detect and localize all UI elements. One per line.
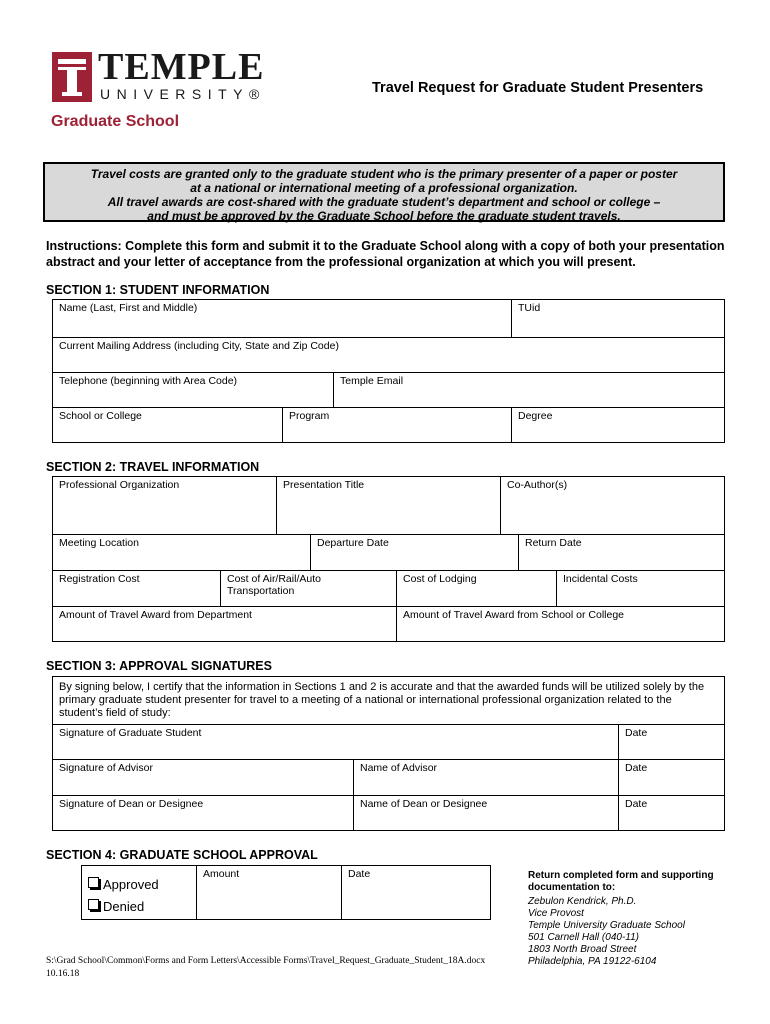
lodging-field[interactable] [397, 571, 557, 607]
degree-label: Degree [518, 410, 553, 422]
presentation-title-field[interactable] [277, 477, 501, 535]
checkbox-icon[interactable] [88, 899, 99, 910]
dean-signature-label: Signature of Dean or Designee [59, 798, 204, 810]
student-signature-label: Signature of Graduate Student [59, 727, 202, 739]
location-label: Meeting Location [59, 537, 139, 549]
approved-label: Approved [103, 877, 159, 892]
transport-label: Cost of Air/Rail/Auto Transportation [227, 573, 321, 597]
section1-table [52, 299, 725, 443]
section1-title: SECTION 1: STUDENT INFORMATION [46, 283, 270, 297]
lodging-label: Cost of Lodging [403, 573, 477, 585]
incidental-field[interactable] [557, 571, 724, 607]
gs-date-label: Date [348, 868, 371, 880]
return-date-field[interactable] [519, 535, 724, 571]
return-line: 501 Carnell Hall (040-11) [528, 932, 639, 943]
advisor-name-label: Name of Advisor [360, 762, 438, 774]
notice-line: Travel costs are granted only to the graduate student who is the primary presenter of a paper or poster [90, 167, 678, 181]
return-label: Return Date [525, 537, 582, 549]
certify-text: By signing below, I certify that the information in Sections 1 and 2 is accurate and that the awarded funds will be utilized solely by the primary graduate student presenter for travel to a meeting of a national or international professional organization related to the student’s field of study: [59, 681, 705, 719]
dean-name-field[interactable] [354, 796, 619, 830]
advisor-date-field[interactable] [619, 760, 724, 796]
section2-table [52, 476, 725, 642]
org-label: Professional Organization [59, 479, 180, 491]
gs-date-field[interactable] [342, 866, 490, 919]
degree-field[interactable] [512, 408, 724, 442]
registration-label: Registration Cost [59, 573, 140, 585]
footer-path: S:\Grad School\Common\Forms and Form Letters\Accessible Forms\Travel_Request_Graduate_Student_18A.docx [46, 956, 486, 966]
footer-date: 10.16.18 [46, 969, 80, 979]
advisor-signature-label: Signature of Advisor [59, 762, 153, 774]
award-dept-field[interactable] [53, 607, 397, 641]
advisor-name-field[interactable] [354, 760, 619, 796]
address-label: Current Mailing Address (including City, State and Zip Code) [59, 340, 339, 352]
org-field[interactable] [53, 477, 277, 535]
denied-option[interactable] [88, 896, 190, 918]
return-info [528, 870, 758, 968]
coauthors-field[interactable] [501, 477, 724, 535]
approved-option[interactable] [88, 874, 190, 896]
amount-label: Amount [203, 868, 240, 880]
decision-cell [82, 866, 197, 919]
name-field[interactable] [53, 300, 512, 338]
footer [46, 955, 521, 981]
denied-label: Denied [103, 899, 145, 914]
section3-title: SECTION 3: APPROVAL SIGNATURES [46, 659, 272, 673]
school-field[interactable] [53, 408, 283, 442]
notice-line: All travel awards are cost-shared with the graduate student’s department and school or college – [107, 195, 661, 209]
incidental-label: Incidental Costs [563, 573, 638, 585]
return-line: Philadelphia, PA 19122-6104 [528, 956, 657, 967]
tuid-field[interactable] [512, 300, 724, 338]
student-date-field[interactable] [619, 724, 724, 760]
dean-date-label: Date [625, 798, 648, 810]
departure-date-field[interactable] [311, 535, 519, 571]
section3-table [52, 676, 725, 831]
address-field[interactable] [53, 338, 724, 373]
program-field[interactable] [283, 408, 512, 442]
award-dept-label: Amount of Travel Award from Department [59, 609, 252, 621]
location-field[interactable] [53, 535, 311, 571]
advisor-signature-field[interactable] [53, 760, 354, 796]
notice-line: and must be approved by the Graduate School before the graduate student travels. [147, 209, 621, 223]
dean-signature-field[interactable] [53, 796, 354, 830]
logo-university: UNIVERSITY® [100, 86, 266, 102]
award-school-label: Amount of Travel Award from School or College [403, 609, 624, 621]
program-label: Program [289, 410, 330, 422]
temple-t-icon [52, 52, 92, 102]
dean-name-label: Name of Dean or Designee [360, 798, 488, 810]
return-heading: documentation to: [528, 882, 616, 893]
return-line: Zebulon Kendrick, Ph.D. [528, 896, 637, 907]
checkbox-icon[interactable] [88, 877, 99, 888]
coauthors-label: Co-Author(s) [507, 479, 568, 491]
award-school-field[interactable] [397, 607, 724, 641]
temple-logo-mark [52, 52, 92, 102]
return-line: Temple University Graduate School [528, 920, 685, 931]
section2-title: SECTION 2: TRAVEL INFORMATION [46, 460, 260, 474]
name-label: Name (Last, First and Middle) [59, 302, 198, 314]
form-title: Travel Request for Graduate Student Presenters [372, 80, 704, 96]
notice-box [43, 162, 725, 222]
transport-field[interactable] [221, 571, 397, 607]
tuid-label: TUid [518, 302, 541, 314]
telephone-field[interactable] [53, 373, 334, 408]
graduate-school-label: Graduate School [51, 113, 180, 130]
student-signature-field[interactable] [53, 724, 619, 760]
section4-table [81, 865, 491, 920]
section4-title: SECTION 4: GRADUATE SCHOOL APPROVAL [46, 848, 318, 862]
dean-date-field[interactable] [619, 796, 724, 830]
telephone-label: Telephone (beginning with Area Code) [59, 375, 238, 387]
return-line: 1803 North Broad Street [528, 944, 637, 955]
instructions: Instructions: Complete this form and submit it to the Graduate School along with a copy of both your presentation abstract and your letter of acceptance from the professional organization at which you will present. [46, 239, 725, 269]
notice-line: at a national or international meeting of a professional organization. [190, 181, 578, 195]
return-line: Vice Provost [528, 908, 584, 919]
school-label: School or College [59, 410, 142, 422]
email-field[interactable] [334, 373, 724, 408]
advisor-date-label: Date [625, 762, 648, 774]
email-label: Temple Email [340, 375, 404, 387]
registration-field[interactable] [53, 571, 221, 607]
student-date-label: Date [625, 727, 648, 739]
amount-field[interactable] [197, 866, 342, 919]
presentation-title-label: Presentation Title [283, 479, 365, 491]
return-heading: Return completed form and supporting [528, 870, 714, 881]
departure-label: Departure Date [317, 537, 389, 549]
logo-wordmark: TEMPLE [98, 46, 265, 88]
